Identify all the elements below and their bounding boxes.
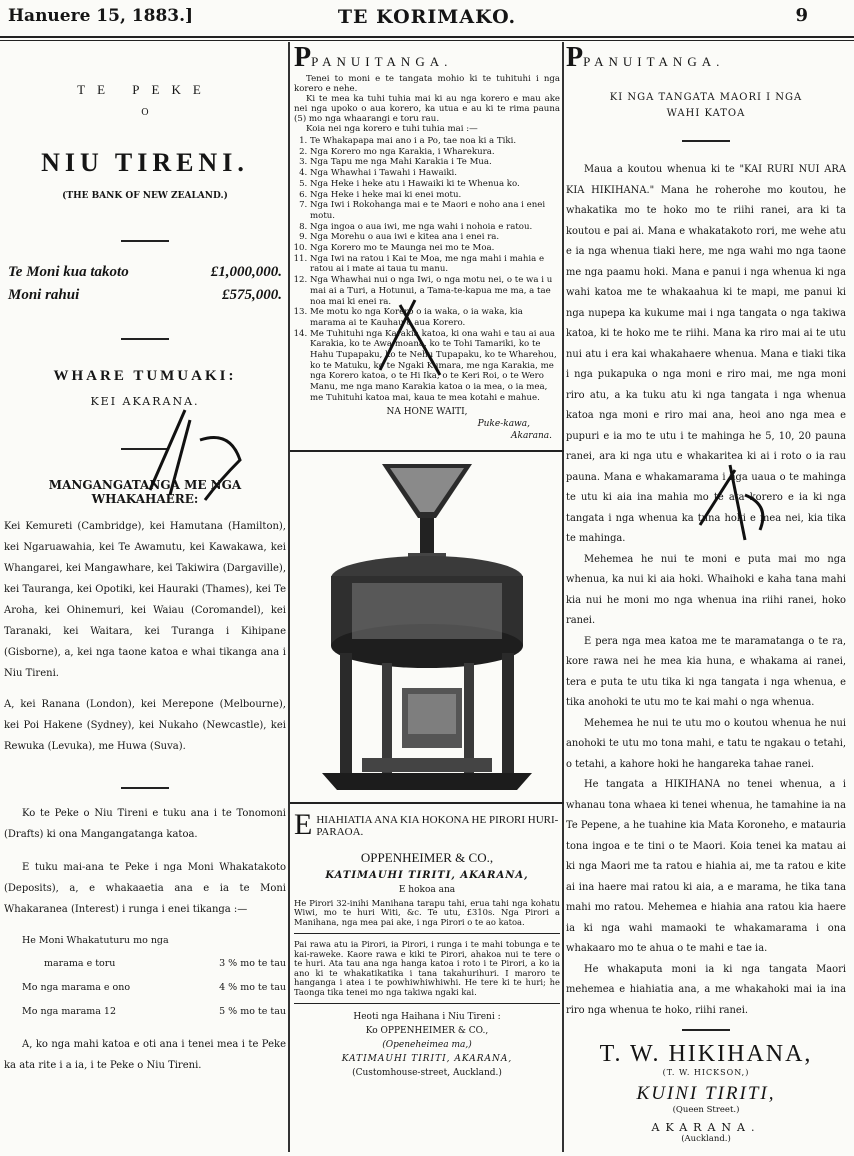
firm-note: Pai rawa atu ia Pirori, ia Pirori, i runga i te mahi tobunga e te kai-raweke. Kaore rawa e kiki te Pirori, ahakoa nui te tere o te huri. Ata tau ana nga hanga katoa i roto i te Pirori, a ko ia ano ki te whakatikatika i tana takahurihuri. I maroro te hanganga i atea i te powhiwhiwhiwhi. He tere ki te huri; he Taonga tika tenei mo nga takiwa ngaki kai.	[294, 939, 560, 997]
mill-ad-heading	[294, 807, 560, 841]
bank-name: NIU TIRENI.	[41, 148, 249, 177]
list-item: 13. Me motu ko nga Korero o ia waka, o ia waka, kia marama ai te Kauhau o aua Korero.	[310, 307, 560, 328]
notice-intro	[294, 74, 560, 134]
hopper-neck	[420, 518, 434, 558]
section-rule	[294, 933, 560, 934]
branches-list	[4, 516, 286, 757]
mill-base	[322, 773, 532, 790]
bank-advertisement	[4, 42, 286, 1076]
section-rule	[290, 802, 564, 804]
rate-row	[22, 952, 286, 976]
list-item: 1. Te Whakapapa mai ano i a Po, tae noa ki a Tiki.	[310, 136, 560, 147]
topics-list	[294, 136, 560, 404]
signer-name: NA HONE WAITI,	[386, 406, 468, 417]
deposits-text: E tuku mai-ana te Peke i nga Moni Whakatakoto (Deposits), a, e whakaaetia ana e ia te Moni Whakaranea (Interest) i runga i enei tikanga :—	[4, 862, 286, 915]
firm-description: He Pirori 32-inihi Manihana tarapu tahi, erua tahi nga kohatu Wiwi, mo te huri Witi, &c. Te utu, £310s. Nga Pirori a Manihana, nga mea pai ake, i nga Pirori o te ao katoa.	[294, 897, 560, 927]
separator	[121, 338, 169, 340]
panuitanga-heading-right: PPANUITANGA.	[566, 42, 725, 73]
agents-firm-english: (Openeheimea ma,)	[382, 1040, 472, 1051]
agents-address-english: (Customhouse-street, Auckland.)	[352, 1068, 502, 1079]
capital-value: £1,000,000.	[210, 264, 282, 280]
rate-value: 5 % mo te tau	[219, 1006, 286, 1017]
rate-value: 3 % mo te tau	[219, 958, 286, 969]
list-item: 3. Nga Tapu me nga Mahi Karakia i Te Mua.	[310, 157, 560, 168]
page-header	[0, 0, 854, 40]
interest-rates	[4, 952, 286, 1024]
surveyor-street-english: (Queen Street.)	[672, 1105, 740, 1115]
list-item: 8. Nga ingoa o aua iwi, me nga wahi i nohoia e ratou.	[310, 222, 560, 233]
casing-shine	[352, 583, 502, 639]
newspaper-title: TE KORIMAKO.	[337, 6, 517, 28]
head-office-title: WHARE TUMUAKI:	[53, 368, 237, 384]
surveyor-advertisement	[566, 42, 846, 1144]
separator	[682, 140, 730, 142]
page-number: 9	[795, 5, 808, 26]
bank-name-english: (THE BANK OF NEW ZEALAND.)	[62, 191, 228, 201]
bank-kicker: TE PEKE	[77, 82, 213, 97]
intro-line-2: Ki te mea ka tuhi tuhia mai ki au nga korero e mau ake nei nga upoko o aua korero, ka utua e au ki te rima pauna (5) mo nga whaarangi e toru rau.	[294, 94, 560, 124]
flour-mill-engraving	[312, 458, 542, 798]
head-office-location: KEI AKARANA.	[90, 395, 200, 408]
header-rule-thin	[0, 40, 854, 41]
list-item: 5. Nga Heke i heke atu i Hawaiki ki te Whenua ko.	[310, 179, 560, 190]
drafts-notice	[4, 803, 286, 920]
surveyor-name: T. W. HIKIHANA,	[599, 1041, 813, 1067]
signer-town: Akarana.	[510, 430, 552, 441]
paragraph: He tangata a HIKIHANA no tenei whenua, a i whanau tona whaea ki tenei whenua, he tamahine ia na Te Pepene, a he tuahine kia Mata Koroneho, e matauria tona ingoa e te tini o te Maori. Koia tenei ka matau ai ki nga Maori me ta ratou e hiahia ai, me ta ratou e kite ai ina haere mai ratou ki aia, a e marama, he tika tana mahi mo ratou. Mehemea e hiahia ana ratou kia haere ia ki nga wahi mamaoki te whakamarama i ona whakaaro mo te ahua o te mahi e tae ia.	[566, 779, 846, 954]
column-divider-left	[288, 42, 290, 1152]
surveyor-city-english: (Auckland.)	[681, 1134, 731, 1144]
surveyor-street: KUINI TIRITI,	[636, 1083, 776, 1104]
list-item: 14. Me Tuhituhi nga Karakia katoa, ki ona wahi e tau ai aua Karakia, ko te Awa-moana, ko te Tohi Tamariki, ko te Hahu Tupapaku, ko te Nehu Tupapaku, ko te Wharehou, ko te Matuku, ko te Ngaki Kumara, me nga Karakia, me nga Korero katoa, o te Hi Ika, o te Keri Roi, o te Wero Manu, me nga mano Karakia katoa o ia mea, o ia mea, me Tuhituhi katoa mai, kaua te mea kotahi e mahue.	[310, 329, 560, 404]
section-rule	[290, 450, 564, 452]
paragraph: Mehemea he nui te utu mo o koutou whenua he nui anohoki te utu mo tona mahi, e tatu te ngakau o tetahi, o tetahi, a kahore hoki he hangareka tahae ranei.	[566, 717, 846, 770]
agents-address: KATIMAUHI TIRITI, AKARANA,	[341, 1054, 513, 1065]
rate-value: 4 % mo te tau	[219, 982, 286, 993]
leg-right	[502, 653, 514, 773]
list-item: 7. Nga Iwi i Rokohanga mai e te Maori e noho ana i enei motu.	[310, 200, 560, 221]
surveyor-body	[566, 160, 846, 1021]
list-item: 10. Nga Korero mo te Maunga nei mo te Moa.	[310, 243, 560, 254]
issue-date: Hanuere 15, 1883.]	[8, 6, 194, 26]
agents-block	[294, 1010, 560, 1080]
list-item: 12. Nga Whawhai nui o nga Iwi, o nga motu nei, o te wa i u mai ai a Turi, a Hotunui, a Tama-te-kapua me ma, a tae noa mai ki enei ra.	[310, 275, 560, 307]
intro-line-3: Koia nei nga korero e tuhi tuhia mai :—	[306, 124, 478, 134]
leg-left	[340, 653, 352, 773]
rates-intro: He Moni Whakatuturu mo nga	[22, 935, 169, 946]
reserve-label: Moni rahui	[8, 287, 80, 303]
separator	[121, 787, 169, 789]
rate-row	[22, 1000, 286, 1024]
closing-text: A, ko nga mahi katoa e oti ana i tenei mea i te Peke ka ata rite i a ia, i te Peke o Niu Tireni.	[4, 1039, 286, 1071]
intro-line-1: Tenei to moni e te tangata mohio ki te tuhituhi i nga korero e nehe.	[294, 74, 560, 94]
notice-signature	[294, 406, 560, 442]
drop-cap: E	[294, 807, 313, 841]
list-item: 6. Nga Heke i heke mai ki enei motu.	[310, 190, 560, 201]
capital-row	[8, 264, 282, 281]
list-item: 9. Nga Morehu o aua iwi e kitea ana i enei ra.	[310, 232, 560, 243]
column-divider-right	[562, 42, 564, 1152]
mill-platform	[362, 758, 492, 772]
rate-label: Mo nga marama 12	[22, 1006, 117, 1017]
capital-label: Te Moni kua takoto	[8, 264, 129, 280]
flour-mill-illustration	[312, 458, 542, 798]
rate-label: marama e toru	[44, 958, 116, 969]
firm-sells: E hokoa ana	[398, 884, 456, 895]
bank-o: O	[141, 108, 149, 118]
list-item: 2. Nga Korero mo nga Karakia, i Wharekura.	[310, 147, 560, 158]
panuitanga-heading-middle: PPANUITANGA.	[294, 42, 453, 73]
paragraph: Mehemea he nui te moni e puta mai mo nga whenua, ka nui ki aia hoki. Whaihoki e kaha tana mahi kia nui he moni mo nga whenua ina riihi ranei, hoko ranei.	[566, 553, 846, 626]
separator	[682, 1029, 730, 1031]
paragraph: Maua a koutou whenua ki te "KAI RURI NUI ARA KIA HIKIHANA." Mana he roherohe mo koutou, he whakatika mo te hoko mo te riihi ranei, ara ki ta koutou e pai ai. Mana e whakatakoto rori, me wehe atu e ia nga whenua tiaki here, me nga wahi mo nga taone me nga paamu hoki. Mana e panui i nga whenua ki nga wahi katoa me te whakaahua ki te mapi, me panui ki nga nupepa ka kukume mai i nga tangata o nga takiwa katoa, ki te hoko me te riihi. Mana ka riro mai ai te utu nui atu i era kai whakahaere whenua. Mana e tiaki tika i nga pukapuka o nga moni e riro mai, me nga moni riro atu, a ka tuku atu ki nga tangata i nga whenua katoa nga moni e riro mai ana, heoi ano nga mea e pupuri e ia mo te utu i te mahinga he 5, 10, 20 pauna ranei, ara ki nga utu e whakaritea ki ai i roto o ia rau pauna. Mana e whakamarama i nga uaua o te mahinga te utu ki aia ina mahia mo te ata korero e ia ki nga tangata i nga whenua ka tuna hoki e mea nei, kia tika te mahinga.	[566, 164, 846, 544]
list-item: 11. Nga Iwi na ratou i Kai te Moa, me nga mahi i mahia e ratou ai i mate ai taua tu manu.	[310, 254, 560, 275]
branches-abroad: A, kei Ranana (London), kei Merepone (Melbourne), kei Poi Hakene (Sydney), kei Nukaho (Newcastle), kei Rewuka (Levuka), me Huwa (Suva).	[4, 699, 286, 752]
mill-ad-title: HIAHIATIA ANA KIA HOKONA HE PIRORI HURI-PARAOA.	[316, 813, 559, 838]
list-item: 4. Nga Whawhai i Tawahi i Hawaiki.	[310, 168, 560, 179]
paragraph: E pera nga mea katoa me te maramatanga o te ra, kore rawa nei he mea kia huna, e whakama ai ranei, tera e puta te utu tika ki nga tangata i nga whenua, e tika anohoki te utu mo te kai mahi o nga whenua.	[566, 635, 846, 708]
separator	[121, 240, 169, 242]
branches-heading: MANGANGATANGA ME NGA WHAKAHAERE:	[48, 478, 242, 506]
notice-subtitle: KI NGA TANGATA MAORI I NGA WAHI KATOA	[609, 92, 803, 119]
reserve-row	[8, 287, 282, 304]
closing-notice	[4, 1034, 286, 1076]
middle-column	[294, 42, 560, 1080]
branches-nz: Kei Kemureti (Cambridge), kei Hamutana (Hamilton), kei Ngaruawahia, kei Te Awamutu, kei Kawakawa, kei Whangarei, kei Mangawhare, kei Takiwira (Dargaville), kei Tauranga, kei Opotiki, kei Hauraki (Thames), kei Te Aroha, kei Ohinemuri, kei Waiau (Coromandel), kei Taranaki, kei Waitara, kei Turanga i Kihipane (Gisborne), a, kei nga taone katoa e whai tikanga ana i Niu Tireni.	[4, 521, 286, 679]
section-rule	[294, 1003, 560, 1004]
header-rule	[0, 36, 854, 38]
agents-firm: Ko OPPENHEIMER & CO.,	[365, 1026, 489, 1037]
drafts-text: Ko te Peke o Niu Tireni e tuku ana i te Tonomoni (Drafts) ki ona Mangangatanga katoa.	[4, 808, 286, 840]
lower-chute-shine	[408, 694, 456, 734]
firm-address: KATIMAUHI TIRITI, AKARANA,	[325, 869, 529, 881]
surveyor-city: AKARANA.	[651, 1121, 761, 1134]
signer-place: Puke-kawa,	[477, 418, 530, 429]
rate-label: Mo nga marama e ono	[22, 982, 131, 993]
firm-name: OPPENHEIMER & CO.,	[360, 849, 494, 865]
separator	[121, 448, 169, 450]
reserve-value: £575,000.	[222, 287, 282, 303]
agents-heading: Heoti nga Haihana i Niu Tireni :	[353, 1012, 501, 1023]
surveyor-name-english: (T. W. HICKSON,)	[662, 1068, 750, 1077]
rate-row	[22, 976, 286, 1000]
paragraph: He whakaputa moni ia ki nga tangata Maori mehemea e hiahiatia ana, a me whakahoki mai ia ina riro nga whenua te hoko, riihi ranei.	[566, 963, 846, 1016]
